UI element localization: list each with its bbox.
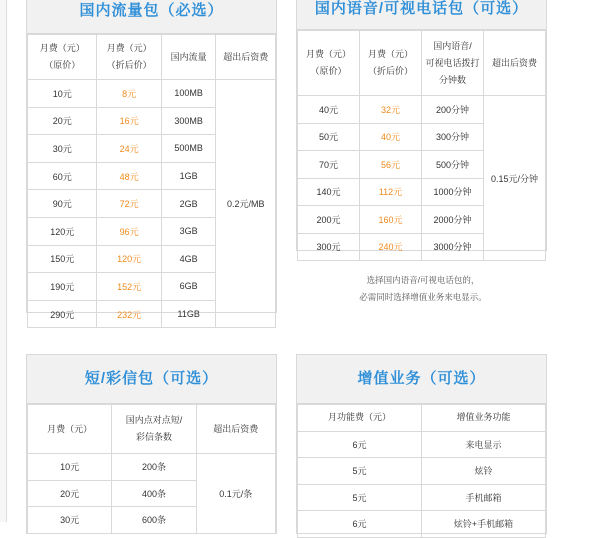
column-header-overage: 超出后资费 — [196, 405, 275, 454]
feature-name: 来电显示 — [422, 431, 546, 458]
feature-name: 炫铃+手机邮箱 — [422, 511, 546, 538]
original-price: 300元 — [298, 233, 360, 261]
column-header-monthly-fee: 月费（元） — [28, 405, 112, 454]
feature-name: 炫铃 — [422, 458, 546, 485]
discount-price: 8元 — [97, 80, 161, 108]
discount-price: 160元 — [360, 206, 422, 234]
discount-price: 56元 — [360, 151, 422, 179]
left-edge — [0, 0, 7, 522]
monthly-fee: 10元 — [28, 454, 112, 481]
original-price: 50元 — [298, 123, 360, 151]
column-header-discount-price: 月费（元） （折后价） — [360, 31, 422, 96]
data-amount: 1GB — [161, 162, 216, 190]
minutes: 3000分钟 — [422, 233, 484, 261]
value-added-title: 增值业务（可选） — [297, 355, 546, 404]
discount-price: 72元 — [97, 190, 161, 218]
voice-package-note: 选择国内语音/可视电话包的， 必需同时选择增值业务来电显示。 — [359, 275, 487, 302]
discount-price: 40元 — [360, 123, 422, 151]
value-added-card — [296, 354, 547, 534]
column-header-original-price: 月费（元） （原价） — [28, 35, 97, 80]
original-price: 90元 — [28, 190, 97, 218]
data-package-title: 国内流量包（必选） — [27, 0, 276, 34]
data-amount: 2GB — [161, 190, 216, 218]
discount-price: 48元 — [97, 162, 161, 190]
discount-price: 232元 — [97, 300, 161, 328]
discount-price: 16元 — [97, 107, 161, 135]
message-count: 400条 — [112, 480, 196, 507]
monthly-fee: 6元 — [298, 511, 422, 538]
original-price: 60元 — [28, 162, 97, 190]
voice-package-table — [297, 30, 546, 261]
voice-package-card — [296, 0, 547, 251]
original-price: 140元 — [298, 178, 360, 206]
table-row — [298, 458, 546, 485]
data-amount: 100MB — [161, 80, 216, 108]
message-count: 600条 — [112, 507, 196, 534]
original-price: 10元 — [28, 80, 97, 108]
table-row — [28, 454, 276, 481]
data-amount: 4GB — [161, 245, 216, 273]
data-amount: 6GB — [161, 273, 216, 301]
overage-rate: 0.15元/分钟 — [484, 96, 546, 261]
sms-package-table — [27, 404, 276, 534]
column-header-message-count: 国内点对点短/ 彩信条数 — [112, 405, 196, 454]
table-row — [298, 484, 546, 511]
original-price: 40元 — [298, 96, 360, 124]
data-amount: 300MB — [161, 107, 216, 135]
original-price: 70元 — [298, 151, 360, 179]
original-price: 190元 — [28, 273, 97, 301]
message-count: 200条 — [112, 454, 196, 481]
minutes: 300分钟 — [422, 123, 484, 151]
minutes: 500分钟 — [422, 151, 484, 179]
discount-price: 32元 — [360, 96, 422, 124]
monthly-fee: 6元 — [298, 431, 422, 458]
original-price: 20元 — [28, 107, 97, 135]
overage-rate: 0.1元/条 — [196, 454, 275, 534]
monthly-fee: 30元 — [28, 507, 112, 534]
discount-price: 120元 — [97, 245, 161, 273]
value-added-table — [297, 404, 546, 538]
discount-price: 152元 — [97, 273, 161, 301]
feature-name: 手机邮箱 — [422, 484, 546, 511]
column-header-discount-price: 月费（元） （折后价） — [97, 35, 161, 80]
data-package-table — [27, 34, 276, 328]
data-amount: 500MB — [161, 135, 216, 163]
column-header-data: 国内流量 — [161, 35, 216, 80]
minutes: 1000分钟 — [422, 178, 484, 206]
discount-price: 240元 — [360, 233, 422, 261]
original-price: 200元 — [298, 206, 360, 234]
data-amount: 3GB — [161, 217, 216, 245]
column-header-minutes: 国内语音/ 可视电话拨打 分钟数 — [422, 31, 484, 96]
voice-package-title: 国内语音/可视电话包（可选） — [297, 0, 546, 30]
monthly-fee: 5元 — [298, 458, 422, 485]
overage-rate: 0.2元/MB — [216, 80, 276, 328]
column-header-original-price: 月费（元） （原价） — [298, 31, 360, 96]
monthly-fee: 5元 — [298, 484, 422, 511]
original-price: 30元 — [28, 135, 97, 163]
discount-price: 96元 — [97, 217, 161, 245]
minutes: 200分钟 — [422, 96, 484, 124]
monthly-fee: 20元 — [28, 480, 112, 507]
minutes: 2000分钟 — [422, 206, 484, 234]
table-row — [298, 511, 546, 538]
sms-package-title: 短/彩信包（可选） — [27, 355, 276, 404]
table-row — [28, 80, 276, 108]
column-header-monthly-fee: 月功能费（元） — [298, 405, 422, 432]
column-header-feature: 增值业务功能 — [422, 405, 546, 432]
column-header-overage: 超出后资费 — [484, 31, 546, 96]
table-row — [298, 431, 546, 458]
data-amount: 11GB — [161, 300, 216, 328]
sms-package-card — [26, 354, 277, 534]
original-price: 120元 — [28, 217, 97, 245]
discount-price: 112元 — [360, 178, 422, 206]
column-header-overage: 超出后资费 — [216, 35, 276, 80]
discount-price: 24元 — [97, 135, 161, 163]
data-package-card — [26, 0, 277, 320]
original-price: 290元 — [28, 300, 97, 328]
table-row — [298, 96, 546, 124]
original-price: 150元 — [28, 245, 97, 273]
